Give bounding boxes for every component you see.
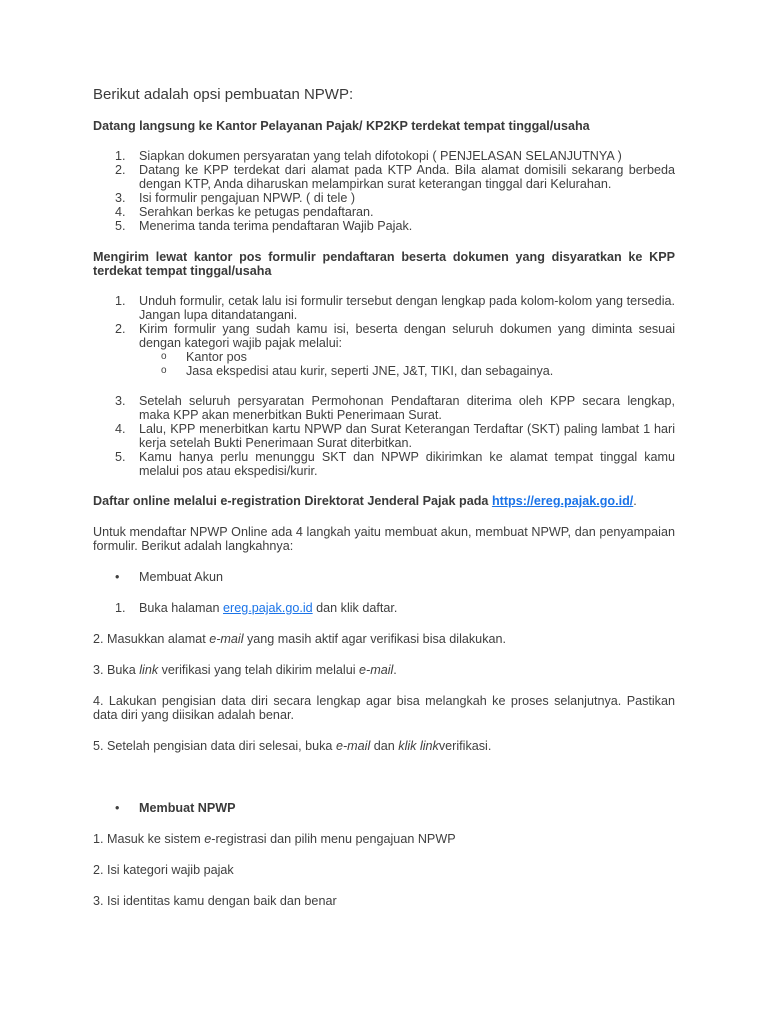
list-item: 2. Kirim formulir yang sudah kamu isi, beserta dengan seluruh dokumen yang diminta sesuai dengan kategori wajib pajak melalui: [115,322,675,350]
list-item: 4. Lalu, KPP menerbitkan kartu NPWP dan Surat Keterangan Terdaftar (SKT) paling lambat 1 hari kerja setelah Bukti Penerimaan Surat diterbitkan. [115,422,675,450]
ereg-link[interactable]: https://ereg.pajak.go.id/ [491,494,634,508]
npwp-step-3: 3. Isi identitas kamu dengan baik dan benar [93,894,337,908]
list-item: 5. Kamu hanya perlu menunggu SKT dan NPWP dikirimkan ke alamat tempat tinggal kamu melalui pos atau ekspedisi/kurir. [115,450,675,478]
bullet-item-membuat-npwp: • Membuat NPWP [115,801,236,815]
akun-steps [93,601,675,615]
sub-list-item: o Jasa ekspedisi atau kurir, seperti JNE, J&T, TIKI, dan sebagainya. [161,364,554,378]
bullet-list-akun [93,570,675,584]
npwp-step-2: 2. Isi kategori wajib pajak [93,863,234,877]
list-item: 3. Isi formulir pengajuan NPWP. ( di tele ) [115,191,356,205]
akun-step-3: 3. Buka link verifikasi yang telah dikirim melalui e-mail. [93,663,397,677]
circle-bullet-icon: o [161,351,167,362]
akun-step-4: 4. Lakukan pengisian data diri secara lengkap agar bisa melangkah ke proses selanjutnya. Pastikan data diri yang diisikan adalah benar. [93,694,675,722]
section1-heading: Datang langsung ke Kantor Pelayanan Pajak/ KP2KP terdekat tempat tinggal/usaha [93,119,590,133]
akun-step-5: 5. Setelah pengisian data diri selesai, buka e-mail dan klik linkverifikasi. [93,739,492,753]
section2-sublist [93,350,675,378]
npwp-step-1: 1. Masuk ke sistem e-registrasi dan pilih menu pengajuan NPWP [93,832,456,846]
section2-list [93,294,675,350]
section2-list-continued [93,394,675,478]
list-item: 2. Datang ke KPP terdekat dari alamat pada KTP Anda. Bila alamat domisili sekarang berbeda dengan KTP, Anda diharuskan melampirkan surat keterangan tinggal dari Kelurahan. [115,163,675,191]
bullet-icon: • [115,801,120,815]
section1-list [93,149,675,233]
section3-heading: Daftar online melalui e-registration Direktorat Jenderal Pajak pada https://ereg.pajak.go.id/. [93,494,637,508]
bullet-item-membuat-akun: • Membuat Akun [115,570,224,584]
document-page [93,86,675,908]
circle-bullet-icon: o [161,365,167,376]
list-item: 1. Siapkan dokumen persyaratan yang telah difotokopi ( PENJELASAN SELANJUTNYA ) [115,149,622,163]
list-item: 1. Buka halaman ereg.pajak.go.id dan klik daftar. [115,601,398,615]
list-item: 3. Setelah seluruh persyaratan Permohonan Pendaftaran diterima oleh KPP secara lengkap, maka KPP akan menerbitkan Bukti Penerimaan Surat. [115,394,675,422]
list-item: 5. Menerima tanda terima pendaftaran Wajib Pajak. [115,219,413,233]
bullet-icon: • [115,570,120,584]
bullet-list-npwp [93,801,675,815]
ereg-short-link[interactable]: ereg.pajak.go.id [223,601,313,615]
list-item: 4. Serahkan berkas ke petugas pendaftaran. [115,205,374,219]
list-item: 1. Unduh formulir, cetak lalu isi formulir tersebut dengan lengkap pada kolom-kolom yang tersedia. Jangan lupa ditandatangani. [115,294,675,322]
page-title: Berikut adalah opsi pembuatan NPWP: [93,86,354,103]
section2-heading: Mengirim lewat kantor pos formulir pendaftaran beserta dokumen yang disyaratkan ke KPP terdekat tempat tinggal/usaha [93,250,675,278]
section3-intro: Untuk mendaftar NPWP Online ada 4 langkah yaitu membuat akun, membuat NPWP, dan penyampaian formulir. Berikut adalah langkahnya: [93,525,675,553]
akun-step-2: 2. Masukkan alamat e-mail yang masih aktif agar verifikasi bisa dilakukan. [93,632,506,646]
sub-list-item: o Kantor pos [161,350,247,364]
